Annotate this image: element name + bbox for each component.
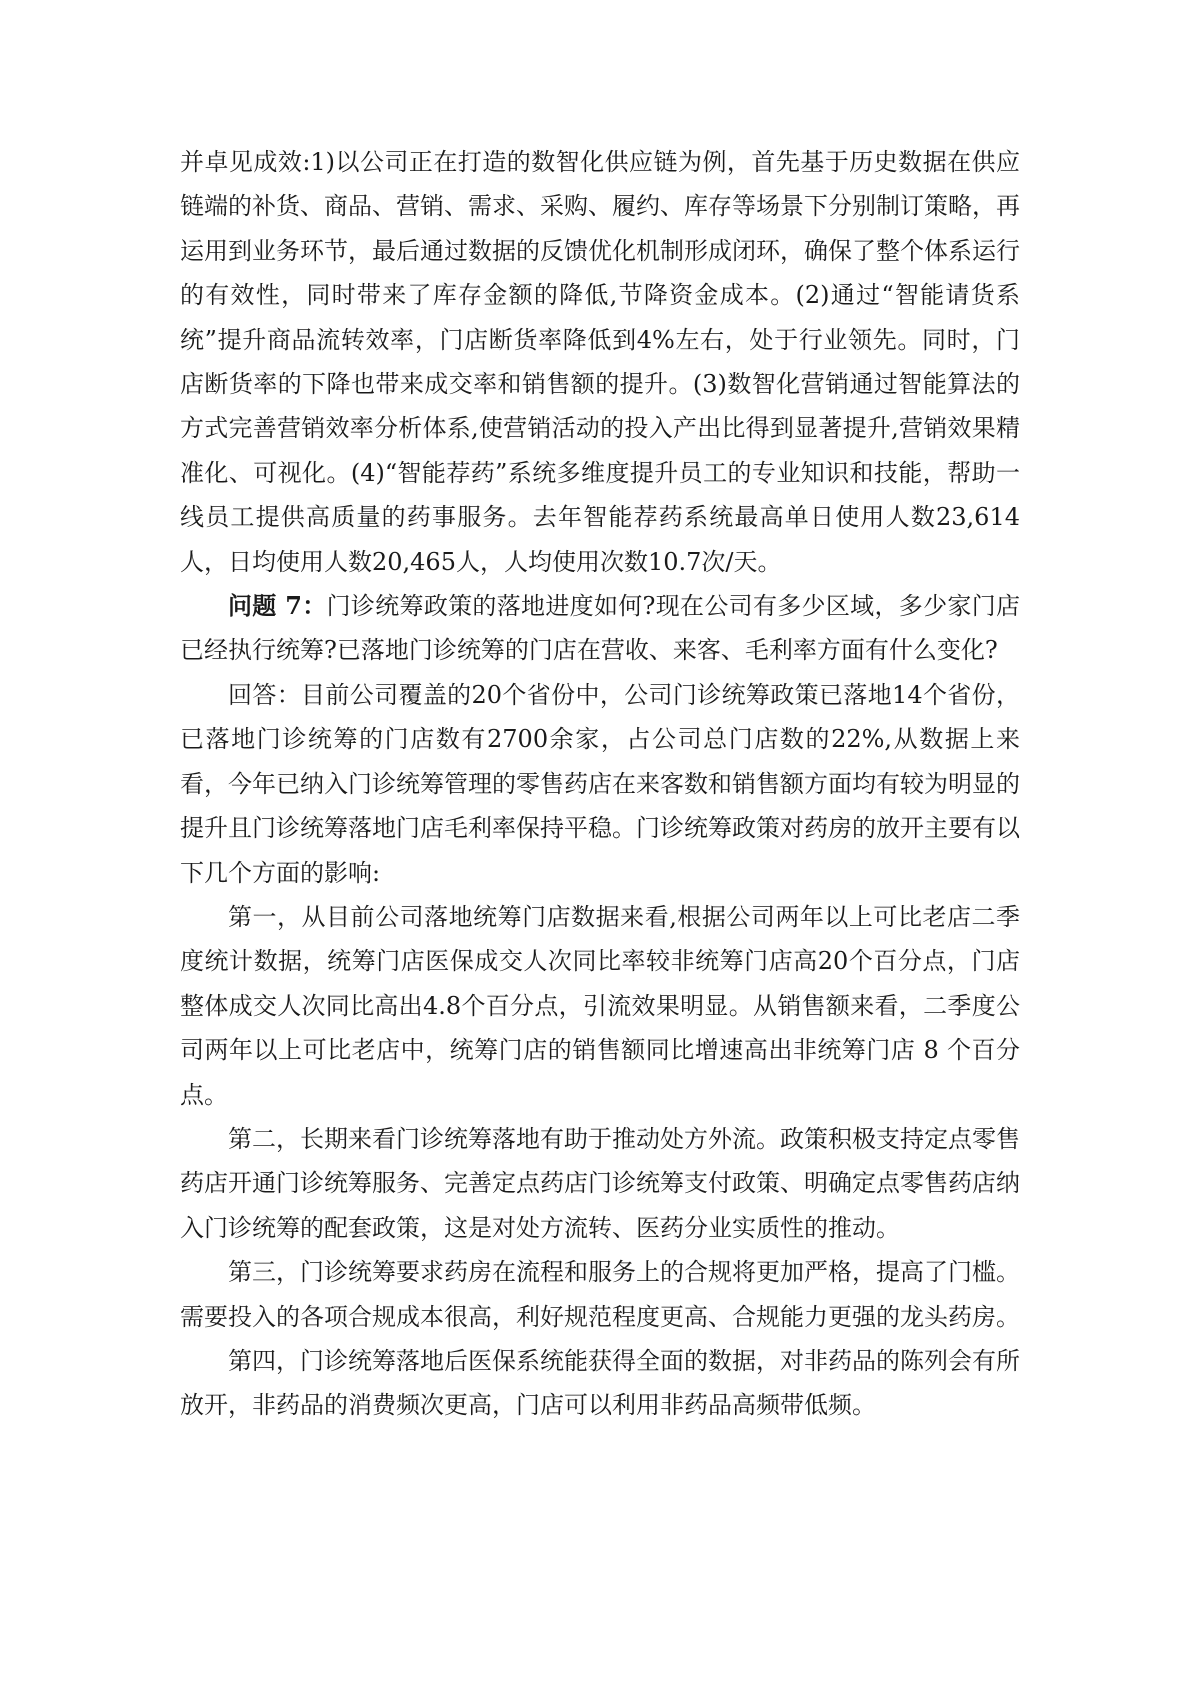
document-page [180,140,1020,1428]
point-paragraph-1: 第一，从目前公司落地统筹门店数据来看,根据公司两年以上可比老店二季度统计数据，统筹门店医保成交人次同比率较非统筹门店高20个百分点，门店整体成交人次同比高出4.8个百分点，引流效果明显。从销售额来看，二季度公司两年以上可比老店中，统筹门店的销售额同比增速高出非统筹门店 8 个百分点。 [180,902,1020,1109]
question-text: 门诊统筹政策的落地进度如何?现在公司有多少区域，多少家门店已经执行统筹?已落地门诊统筹的门店在营收、来客、毛利率方面有什么变化? [180,592,1020,665]
question-label: 问题 7： [228,591,327,621]
question-paragraph [180,584,1020,673]
point-paragraph-3: 第三，门诊统筹要求药房在流程和服务上的合规将更加严格，提高了门槛。需要投入的各项合规成本很高，利好规范程度更高、合规能力更强的龙头药房。 [180,1258,1020,1331]
answer-paragraph: 回答：目前公司覆盖的20个省份中，公司门诊统筹政策已落地14个省份，已落地门诊统筹的门店数有2700余家，占公司总门店数的22%,从数据上来看，今年已纳入门诊统筹管理的零售药店在来客数和销售额方面均有较为明显的提升且门诊统筹落地门店毛利率保持平稳。门诊统筹政策对药房的放开主要有以下几个方面的影响: [180,680,1020,887]
point-paragraph-2: 第二，长期来看门诊统筹落地有助于推动处方外流。政策积极支持定点零售药店开通门诊统筹服务、完善定点药店门诊统筹支付政策、明确定点零售药店纳入门诊统筹的配套政策，这是对处方流转、医药分业实质性的推动。 [180,1124,1020,1242]
continuation-paragraph: 并卓见成效:1)以公司正在打造的数智化供应链为例，首先基于历史数据在供应链端的补货、商品、营销、需求、采购、履约、库存等场景下分别制订策略，再运用到业务环节，最后通过数据的反馈优化机制形成闭环，确保了整个体系运行的有效性，同时带来了库存金额的降低,节降资金成本。(2)通过“智能请货系统”提升商品流转效率，门店断货率降低到4%左右，处于行业领先。同时，门店断货率的下降也带来成交率和销售额的提升。(3)数智化营销通过智能算法的方式完善营销效率分析体系,使营销活动的投入产出比得到显著提升,营销效果精准化、可视化。(4)“智能荐药”系统多维度提升员工的专业知识和技能，帮助一线员工提供高质量的药事服务。去年智能荐药系统最高单日使用人数23,614人，日均使用人数20,465人，人均使用次数10.7次/天。 [180,148,1020,576]
point-paragraph-4: 第四，门诊统筹落地后医保系统能获得全面的数据，对非药品的陈列会有所放开，非药品的消费频次更高，门店可以利用非药品高频带低频。 [180,1346,1020,1420]
